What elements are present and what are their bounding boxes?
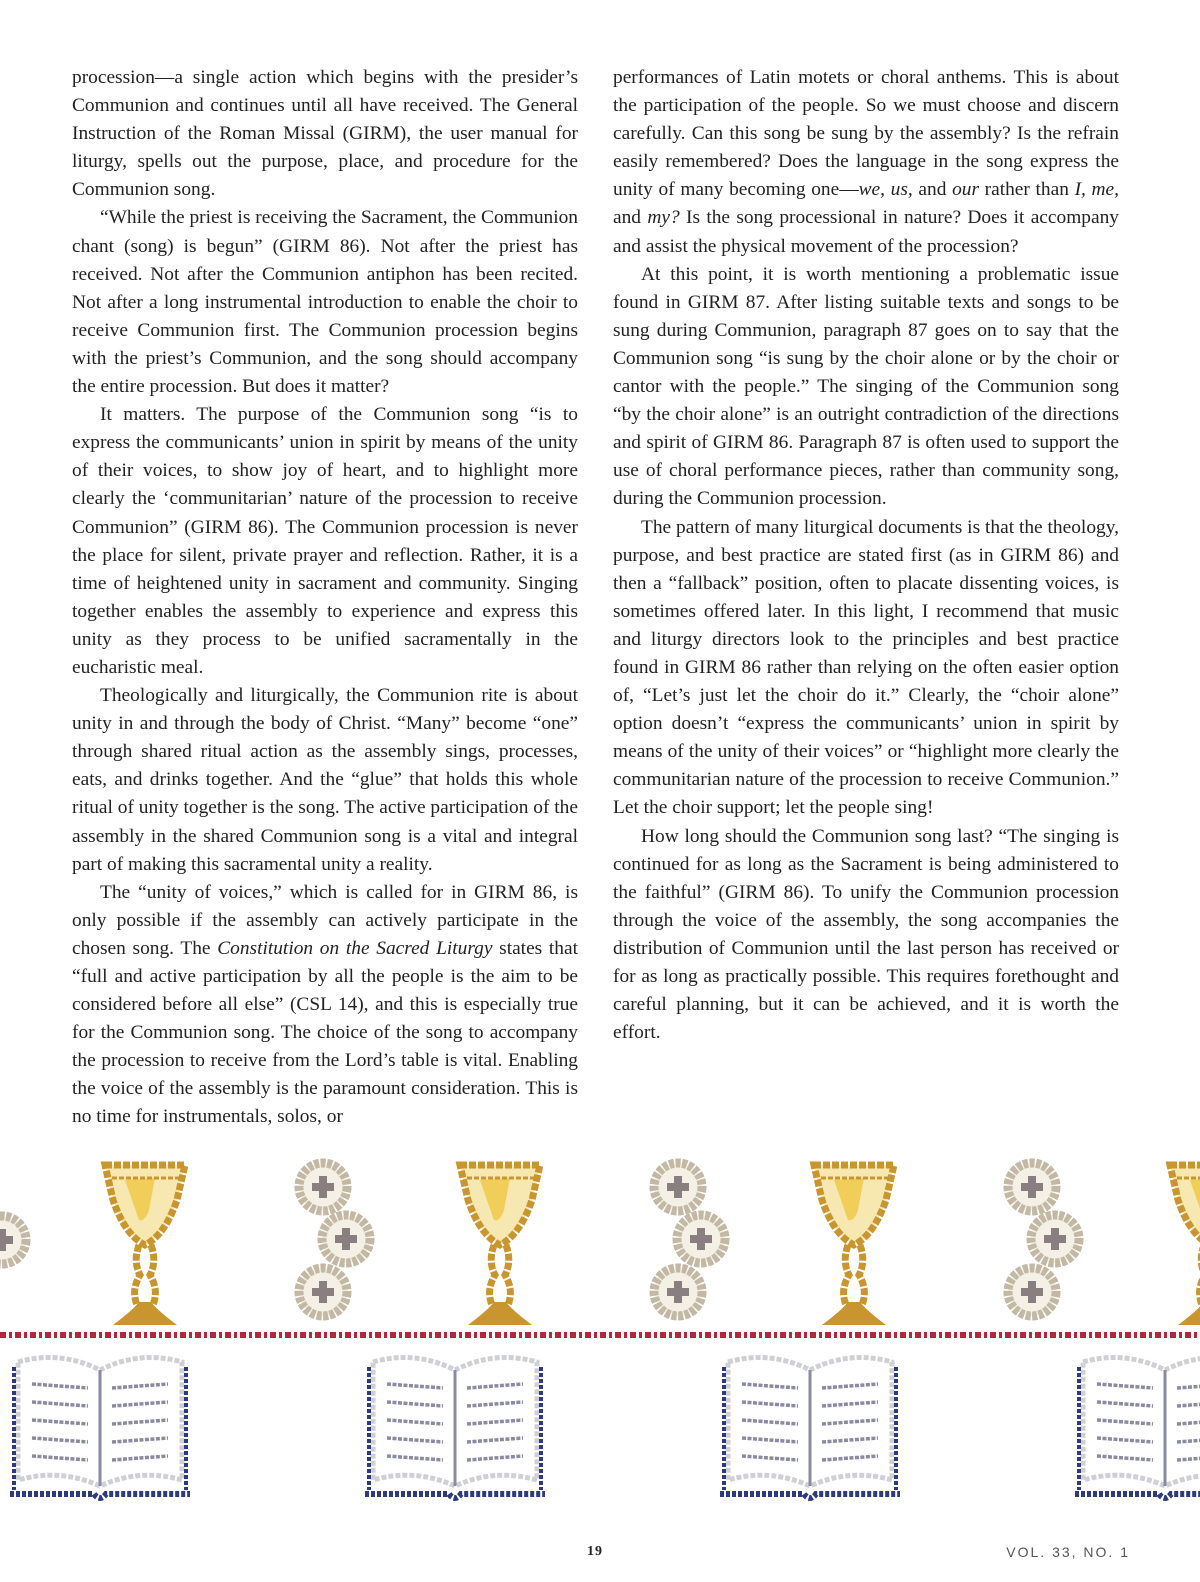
paragraph: It matters. The purpose of the Communion song “is to express the communicants’ union in spirit by means of the unity of their voices, to show joy of heart, and to highlight more clearly the ‘communitarian’ nature of the procession to receive Communion” (GIRM 86). The Communion procession is never the place for silent, private prayer and reflection. Rather, it is a time of heightened unity in sacrament and community. Singing together enables the assembly to experience and express this unity as they process to be unified sacramentally in the eucharistic meal. [72, 404, 578, 678]
mosaic-border-illustration [0, 1150, 1200, 1515]
paragraph: How long should the Communion song last? “The singing is continued for as long as the Sacrament is being administered to the faithful” (GIRM 86). To unify the Communion procession through the voice of the assembly, the song accompanies the distribution of Communion until the last person has received or for as long as practically possible. This requires forethought and careful planning, but it can be achieved, and it is worth the effort. [613, 825, 1119, 1044]
bread-icon [677, 1215, 725, 1263]
bread-icon [1008, 1268, 1056, 1316]
italic-title: Constitution on the Sacred Liturgy [217, 937, 493, 959]
chalice-icon [105, 1165, 185, 1325]
paragraph: performances of Latin motets or choral anthems. This is about the participation of the people. So we must choose and discern carefully. Can this song be sung by the assembly? Is the refrain easily remembered? Does the language in the song express the unity of many becoming one—we, us, and our rather than I, me, and my? Is the song processional in nature? Does it accompany and assist the physical movement of the procession? [613, 67, 1119, 257]
paragraph: The “unity of voices,” which is called for in GIRM 86, is only possible if the assembly can actively participate in the chosen song. The Constitution on the Sacred Liturgy states that “full and active participation by all the people is the aim to be considered before all else” (CSL 14), and this is especially true for the Communion song. The choice of the song to accompany the procession to receive from the Lord’s table is vital. Enabling the voice of the assembly is the paramount consideration. This is no time for instrumentals, solos, or [72, 881, 578, 1128]
bread-icon [654, 1268, 702, 1316]
chalice-icon [814, 1165, 894, 1325]
paragraph: At this point, it is worth mentioning a problematic issue found in GIRM 87. After listing suitable texts and songs to be sung during Communion, paragraph 87 goes on to say that the Communion song “is sung by the choir alone or by the choir or cantor with the people.” The singing of the Communion song “by the choir alone” is an outright contradiction of the directions and spirit of GIRM 86. Paragraph 87 is often used to support the use of choral performance pieces, rather than community song, during the Communion procession. [613, 263, 1119, 510]
open-book-icon [365, 1358, 545, 1499]
chalice-icon [1170, 1165, 1200, 1325]
paragraph: procession—a single action which begins with the presider’s Communion and continues until all have received. The General Instruction of the Roman Missal (GIRM), the user manual for liturgy, spells out the purpose, place, and procedure for the Communion song. [72, 67, 578, 201]
paragraph: The pattern of many liturgical documents is that the theology, purpose, and best practice are stated first (as in GIRM 86) and then a “fallback” position, often to placate dissenting voices, is sometimes offered later. In this light, I recommend that music and liturgy directors look to the principles and best practice found in GIRM 86 rather than relying on the often easier option of, “Let’s just let the choir do it.” Clearly, the “choir alone” option doesn’t “express the communicants’ union in spirit by means of the unity of their voices” or “highlight more clearly the communitarian nature of the procession to receive Communion.” Let the choir support; let the people sing! [613, 516, 1119, 819]
right-column [613, 64, 1119, 1047]
bread-icon [654, 1163, 702, 1211]
open-book-icon [10, 1358, 190, 1499]
volume-label: VOL. 33, NO. 1 [1006, 1544, 1130, 1560]
bread-icon [0, 1216, 26, 1264]
bread-icon [299, 1163, 347, 1211]
bread-icon [1008, 1163, 1056, 1211]
bread-icon [322, 1215, 370, 1263]
paragraph: Theologically and liturgically, the Communion rite is about unity in and through the body of Christ. “Many” become “one” through shared ritual action as the assembly sings, processes, eats, and drinks together. And the “glue” that holds this whole ritual of unity together is the song. The active participation of the assembly in the shared Communion song is a vital and integral part of making this sacramental unity a reality. [72, 685, 578, 875]
left-column [72, 64, 578, 1132]
open-book-icon [720, 1358, 900, 1499]
bread-icon [1031, 1215, 1079, 1263]
open-book-icon [1075, 1358, 1200, 1499]
paragraph: “While the priest is receiving the Sacrament, the Communion chant (song) is begun” (GIRM 86). Not after the priest has received. Not after the Communion antiphon has been recited. Not after a long instrumental introduction to enable the choir to receive Communion first. The Communion procession begins with the priest’s Communion, and the song should accompany the entire procession. But does it matter? [72, 207, 578, 398]
bread-icon [299, 1268, 347, 1316]
page-number: 19 [587, 1544, 603, 1559]
chalice-icon [460, 1165, 540, 1325]
